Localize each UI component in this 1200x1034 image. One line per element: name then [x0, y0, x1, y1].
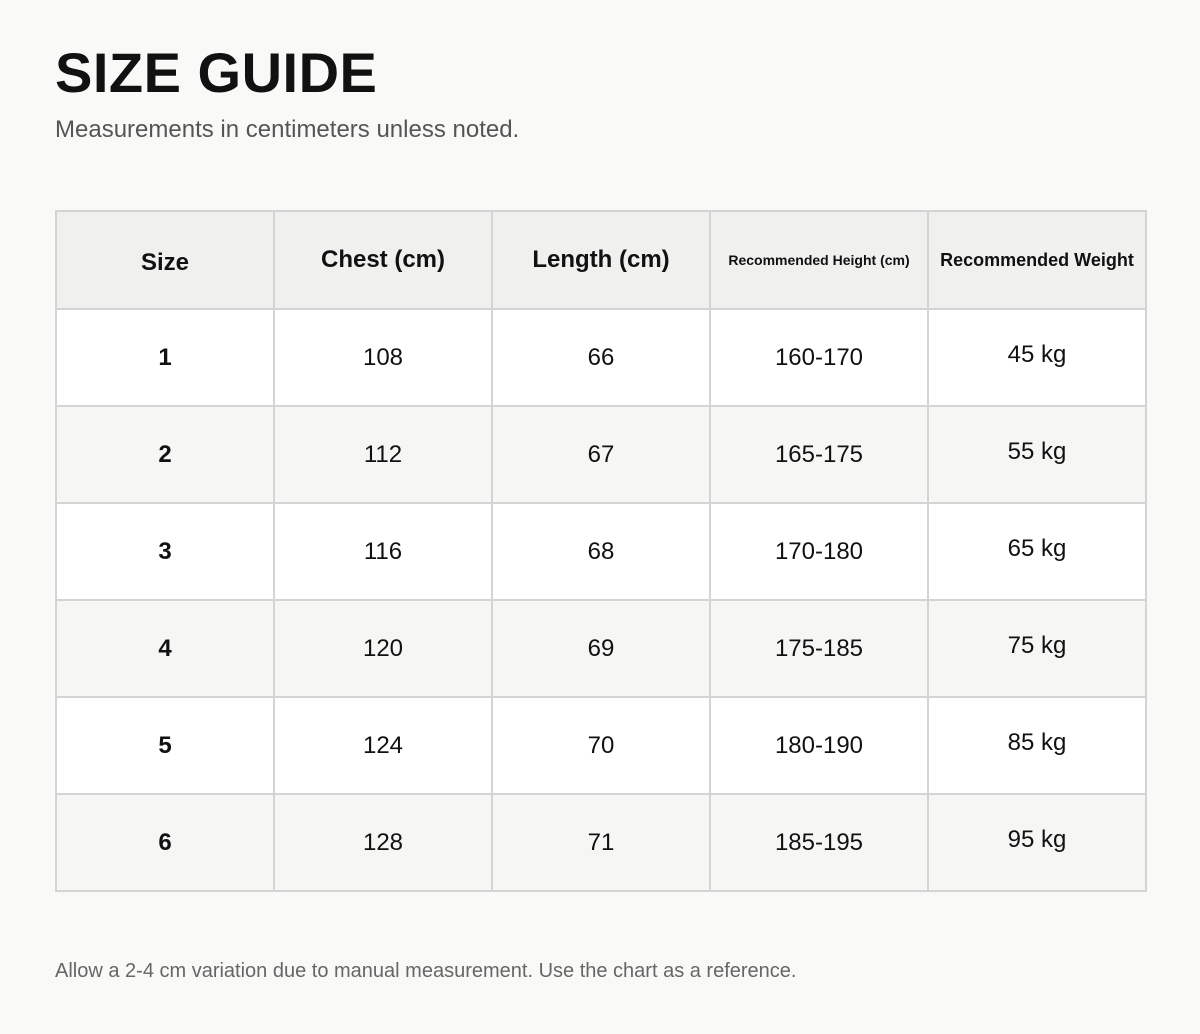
cell-length: 66 — [492, 309, 710, 406]
cell-chest: 120 — [274, 600, 492, 697]
header-size: Size — [56, 211, 274, 309]
cell-height: 165-175 — [710, 406, 928, 503]
cell-length: 67 — [492, 406, 710, 503]
cell-length: 71 — [492, 794, 710, 891]
cell-height: 160-170 — [710, 309, 928, 406]
cell-height: 170-180 — [710, 503, 928, 600]
table-row — [56, 503, 1146, 600]
cell-chest: 116 — [274, 503, 492, 600]
cell-height: 180-190 — [710, 697, 928, 794]
cell-weight: 65 kg — [928, 503, 1146, 600]
cell-size: 5 — [56, 697, 274, 794]
cell-size: 6 — [56, 794, 274, 891]
table-header-row — [56, 211, 1146, 309]
cell-length: 68 — [492, 503, 710, 600]
cell-weight: 85 kg — [928, 697, 1146, 794]
cell-size: 4 — [56, 600, 274, 697]
header-recommended-height: Recommended Height (cm) — [710, 211, 928, 309]
cell-length: 70 — [492, 697, 710, 794]
cell-weight: 45 kg — [928, 309, 1146, 406]
footnote: Allow a 2-4 cm variation due to manual measurement. Use the chart as a reference. — [55, 960, 797, 982]
table-row — [56, 309, 1146, 406]
size-guide-table — [55, 210, 1147, 892]
table-row — [56, 600, 1146, 697]
table-row — [56, 406, 1146, 503]
cell-chest: 108 — [274, 309, 492, 406]
cell-weight: 95 kg — [928, 794, 1146, 891]
page-title: SIZE GUIDE — [55, 41, 378, 104]
cell-height: 185-195 — [710, 794, 928, 891]
page-subtitle: Measurements in centimeters unless noted. — [55, 116, 520, 143]
cell-chest: 128 — [274, 794, 492, 891]
cell-weight: 55 kg — [928, 406, 1146, 503]
cell-height: 175-185 — [710, 600, 928, 697]
header-recommended-weight: Recommended Weight — [928, 211, 1146, 309]
table-row — [56, 794, 1146, 891]
header-length: Length (cm) — [492, 211, 710, 309]
cell-size: 1 — [56, 309, 274, 406]
cell-size: 2 — [56, 406, 274, 503]
header-chest: Chest (cm) — [274, 211, 492, 309]
cell-weight: 75 kg — [928, 600, 1146, 697]
cell-chest: 124 — [274, 697, 492, 794]
cell-length: 69 — [492, 600, 710, 697]
cell-chest: 112 — [274, 406, 492, 503]
cell-size: 3 — [56, 503, 274, 600]
table-row — [56, 697, 1146, 794]
